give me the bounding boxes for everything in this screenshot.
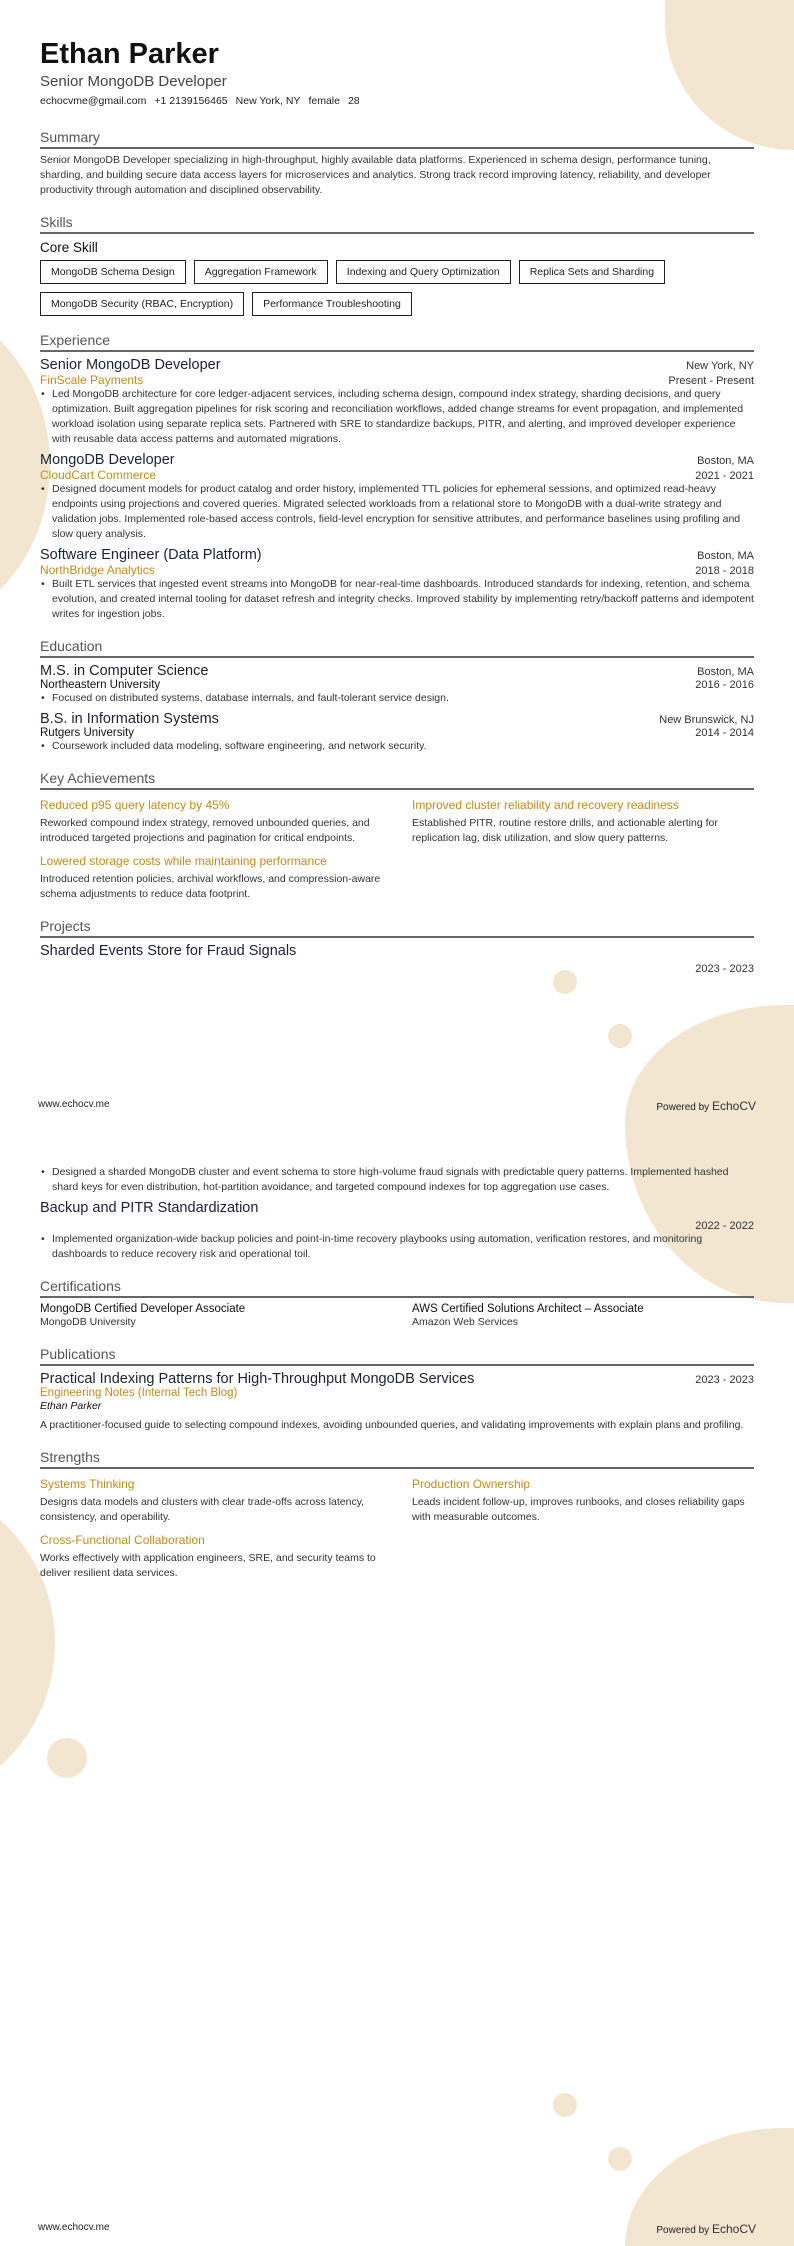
edu-bullet: • Focused on distributed systems, database internals, and fault-tolerant service design. — [40, 691, 754, 706]
publication-text: A practitioner-focused guide to selecting compound indexes, avoiding unbounded queries, and validating improvements with explain plans and profiling. — [40, 1419, 744, 1431]
strength-title: Production Ownership — [412, 1477, 531, 1491]
job-bullet: • Built ETL services that ingested event streams into MongoDB for near-real-time dashboards. Introduced standards for indexing, retention, and schema evolution, and created internal tooling for dataset refresh and integrity checks. Improved stability by implementing retry/backoff patterns and idempotent writes for ingestion jobs. — [40, 577, 754, 622]
job-location: Boston, MA — [697, 550, 754, 562]
achievements-grid — [40, 790, 754, 902]
achievement-item — [412, 790, 754, 846]
job-bullet: • Designed document models for product catalog and order history, implemented TTL policies for ephemeral sessions, and optimized read-heavy endpoints using projections and covered queries. Migrated selected workloads from a relational store to MongoDB with a dual-write strategy and validation jobs. Implemented role-based access controls, field-level encryption for sensitive attributes, and performance baselines using profiling and slow query analysis. — [40, 482, 754, 542]
section-heading-skills: Skills — [40, 214, 754, 234]
edu-dates: 2014 - 2014 — [695, 727, 754, 739]
project-title: Backup and PITR Standardization — [40, 1200, 259, 1216]
project-dates: 2023 - 2023 — [695, 963, 754, 975]
strength-text: Designs data models and clusters with clear trade-offs across latency, consistency, and operability. — [40, 1496, 365, 1523]
company: NorthBridge Analytics — [40, 563, 155, 577]
job-dates: 2021 - 2021 — [695, 470, 754, 482]
job-location: Boston, MA — [697, 455, 754, 467]
page-2 — [0, 1123, 794, 2246]
skill-chip: MongoDB Security (RBAC, Encryption) — [40, 292, 244, 316]
page-footer — [38, 2222, 756, 2236]
email[interactable]: echocvme@gmail.com — [40, 95, 147, 107]
footer-site-link[interactable]: www.echocv.me — [38, 2222, 110, 2233]
skill-group: Core Skill — [40, 240, 98, 255]
section-heading-publications: Publications — [40, 1346, 754, 1366]
decor-dot — [47, 1738, 87, 1778]
section-heading-certifications: Certifications — [40, 1278, 754, 1298]
location: New York, NY — [235, 95, 301, 107]
experience-item — [40, 542, 754, 622]
strength-title: Cross-Functional Collaboration — [40, 1533, 205, 1547]
job-title: MongoDB Developer — [40, 452, 175, 468]
strength-text: Works effectively with application engineers, SRE, and security teams to deliver resilient data services. — [40, 1552, 376, 1579]
page-footer — [38, 1099, 756, 1113]
decor-dot — [553, 2093, 577, 2117]
section-heading-projects: Projects — [40, 918, 754, 938]
project-bullet: • Implemented organization-wide backup policies and point-in-time recovery playbooks using automation, verification restores, and monitoring dashboards to reduce recovery risk and operational toil. — [40, 1232, 754, 1262]
skill-chip: Replica Sets and Sharding — [519, 260, 665, 284]
candidate-title: Senior MongoDB Developer — [40, 73, 227, 90]
decor-dot — [608, 2147, 632, 2171]
achievement-item — [40, 846, 382, 902]
strength-item — [40, 1525, 382, 1581]
cert-name: AWS Certified Solutions Architect – Associate — [412, 1303, 644, 1315]
powered-label: Powered by — [656, 1102, 710, 1113]
job-title: Software Engineer (Data Platform) — [40, 547, 262, 563]
edu-dates: 2016 - 2016 — [695, 679, 754, 691]
section-heading-education: Education — [40, 638, 754, 658]
section-heading-summary: Summary — [40, 129, 754, 149]
footer-site-link[interactable]: www.echocv.me — [38, 1099, 110, 1110]
education-item — [40, 658, 754, 706]
strength-item — [412, 1469, 754, 1525]
strengths-grid — [40, 1469, 754, 1581]
candidate-name: Ethan Parker — [40, 38, 219, 70]
project-dates: 2022 - 2022 — [695, 1220, 754, 1232]
skill-list — [40, 260, 754, 316]
summary-text: Senior MongoDB Developer specializing in high-throughput, highly available data platforms. Experienced in schema design, performance tuning, sharding, and building secure data access layers for microservices and analytics. Strong track record improving latency, reliability, and developer productivity through automation and disciplined observability. — [40, 154, 711, 196]
achievement-text: Established PITR, routine restore drills, and actionable alerting for replication lag, disk utilization, and slow query patterns. — [412, 817, 718, 844]
degree: M.S. in Computer Science — [40, 663, 209, 679]
project-bullet: • Designed a sharded MongoDB cluster and event schema to store high-volume fraud signals with predictable query patterns. Implemented hashed shard keys for even distribution, hot-partition avoidance, and targeted compound indexes for top aggregation use cases. — [40, 1165, 754, 1195]
school: Northeastern University — [40, 679, 161, 691]
achievement-title: Lowered storage costs while maintaining performance — [40, 854, 327, 868]
experience-item — [40, 352, 754, 447]
decor-dot — [608, 1024, 632, 1048]
achievement-title: Improved cluster reliability and recovery readiness — [412, 798, 679, 812]
job-location: New York, NY — [686, 360, 754, 372]
brand-name: EchoCV — [711, 1099, 756, 1113]
contact-line — [40, 95, 754, 107]
brand-name: EchoCV — [711, 2222, 756, 2236]
section-heading-experience: Experience — [40, 332, 754, 352]
section-heading-strengths: Strengths — [40, 1449, 754, 1469]
skill-chip: Aggregation Framework — [194, 260, 328, 284]
company: CloudCart Commerce — [40, 468, 157, 482]
age: 28 — [347, 95, 360, 107]
edu-location: Boston, MA — [697, 666, 754, 678]
skill-chip: Performance Troubleshooting — [252, 292, 412, 316]
footer-powered — [656, 1099, 756, 1113]
job-dates: Present - Present — [668, 375, 754, 387]
cert-issuer: MongoDB University — [40, 1316, 136, 1328]
publication-venue: Engineering Notes (Internal Tech Blog) — [40, 1387, 238, 1399]
gender: female — [308, 95, 340, 107]
strength-title: Systems Thinking — [40, 1477, 135, 1491]
footer-powered — [656, 2222, 756, 2236]
certification-item — [40, 1303, 382, 1330]
experience-item — [40, 447, 754, 542]
publication-title: Practical Indexing Patterns for High-Throughput MongoDB Services — [40, 1371, 475, 1387]
achievement-text: Introduced retention policies, archival workflows, and compression-aware schema adjustments to reduce data footprint. — [40, 873, 381, 900]
skill-chip: Indexing and Query Optimization — [336, 260, 511, 284]
achievement-title: Reduced p95 query latency by 45% — [40, 798, 230, 812]
education-item — [40, 706, 754, 754]
skill-chip: MongoDB Schema Design — [40, 260, 186, 284]
achievement-item — [40, 790, 382, 846]
job-dates: 2018 - 2018 — [695, 565, 754, 577]
phone[interactable]: +1 2139156465 — [154, 95, 228, 107]
strength-item — [40, 1469, 382, 1525]
job-title: Senior MongoDB Developer — [40, 357, 221, 373]
achievement-text: Reworked compound index strategy, removed unbounded queries, and introduced targeted projections and pagination for critical endpoints. — [40, 817, 370, 844]
certifications-grid — [40, 1303, 754, 1330]
publication-dates: 2023 - 2023 — [695, 1374, 754, 1386]
section-heading-achievements: Key Achievements — [40, 770, 754, 790]
company: FinScale Payments — [40, 373, 144, 387]
project-title: Sharded Events Store for Fraud Signals — [40, 943, 297, 959]
edu-location: New Brunswick, NJ — [659, 714, 754, 726]
strength-text: Leads incident follow-up, improves runbooks, and closes reliability gaps with measurable outcomes. — [412, 1496, 745, 1523]
edu-bullet: • Coursework included data modeling, software engineering, and network security. — [40, 739, 754, 754]
job-bullet: • Led MongoDB architecture for core ledger-adjacent services, including schema design, compound index strategy, sharding decisions, and query optimization. Built aggregation pipelines for risk scoring and reconciliation workflows, added change streams for event propagation, and implemented workload isolation using separate replica sets. Partnered with SRE to standardize backups, PITR, and alerting, and improved developer experience with reusable data access patterns and automated migrations. — [40, 387, 754, 447]
certification-item — [412, 1303, 754, 1330]
powered-label: Powered by — [656, 2225, 710, 2236]
school: Rutgers University — [40, 727, 134, 739]
cert-issuer: Amazon Web Services — [412, 1316, 519, 1328]
publication-author: Ethan Parker — [40, 1400, 102, 1412]
cert-name: MongoDB Certified Developer Associate — [40, 1303, 246, 1315]
degree: B.S. in Information Systems — [40, 711, 219, 727]
